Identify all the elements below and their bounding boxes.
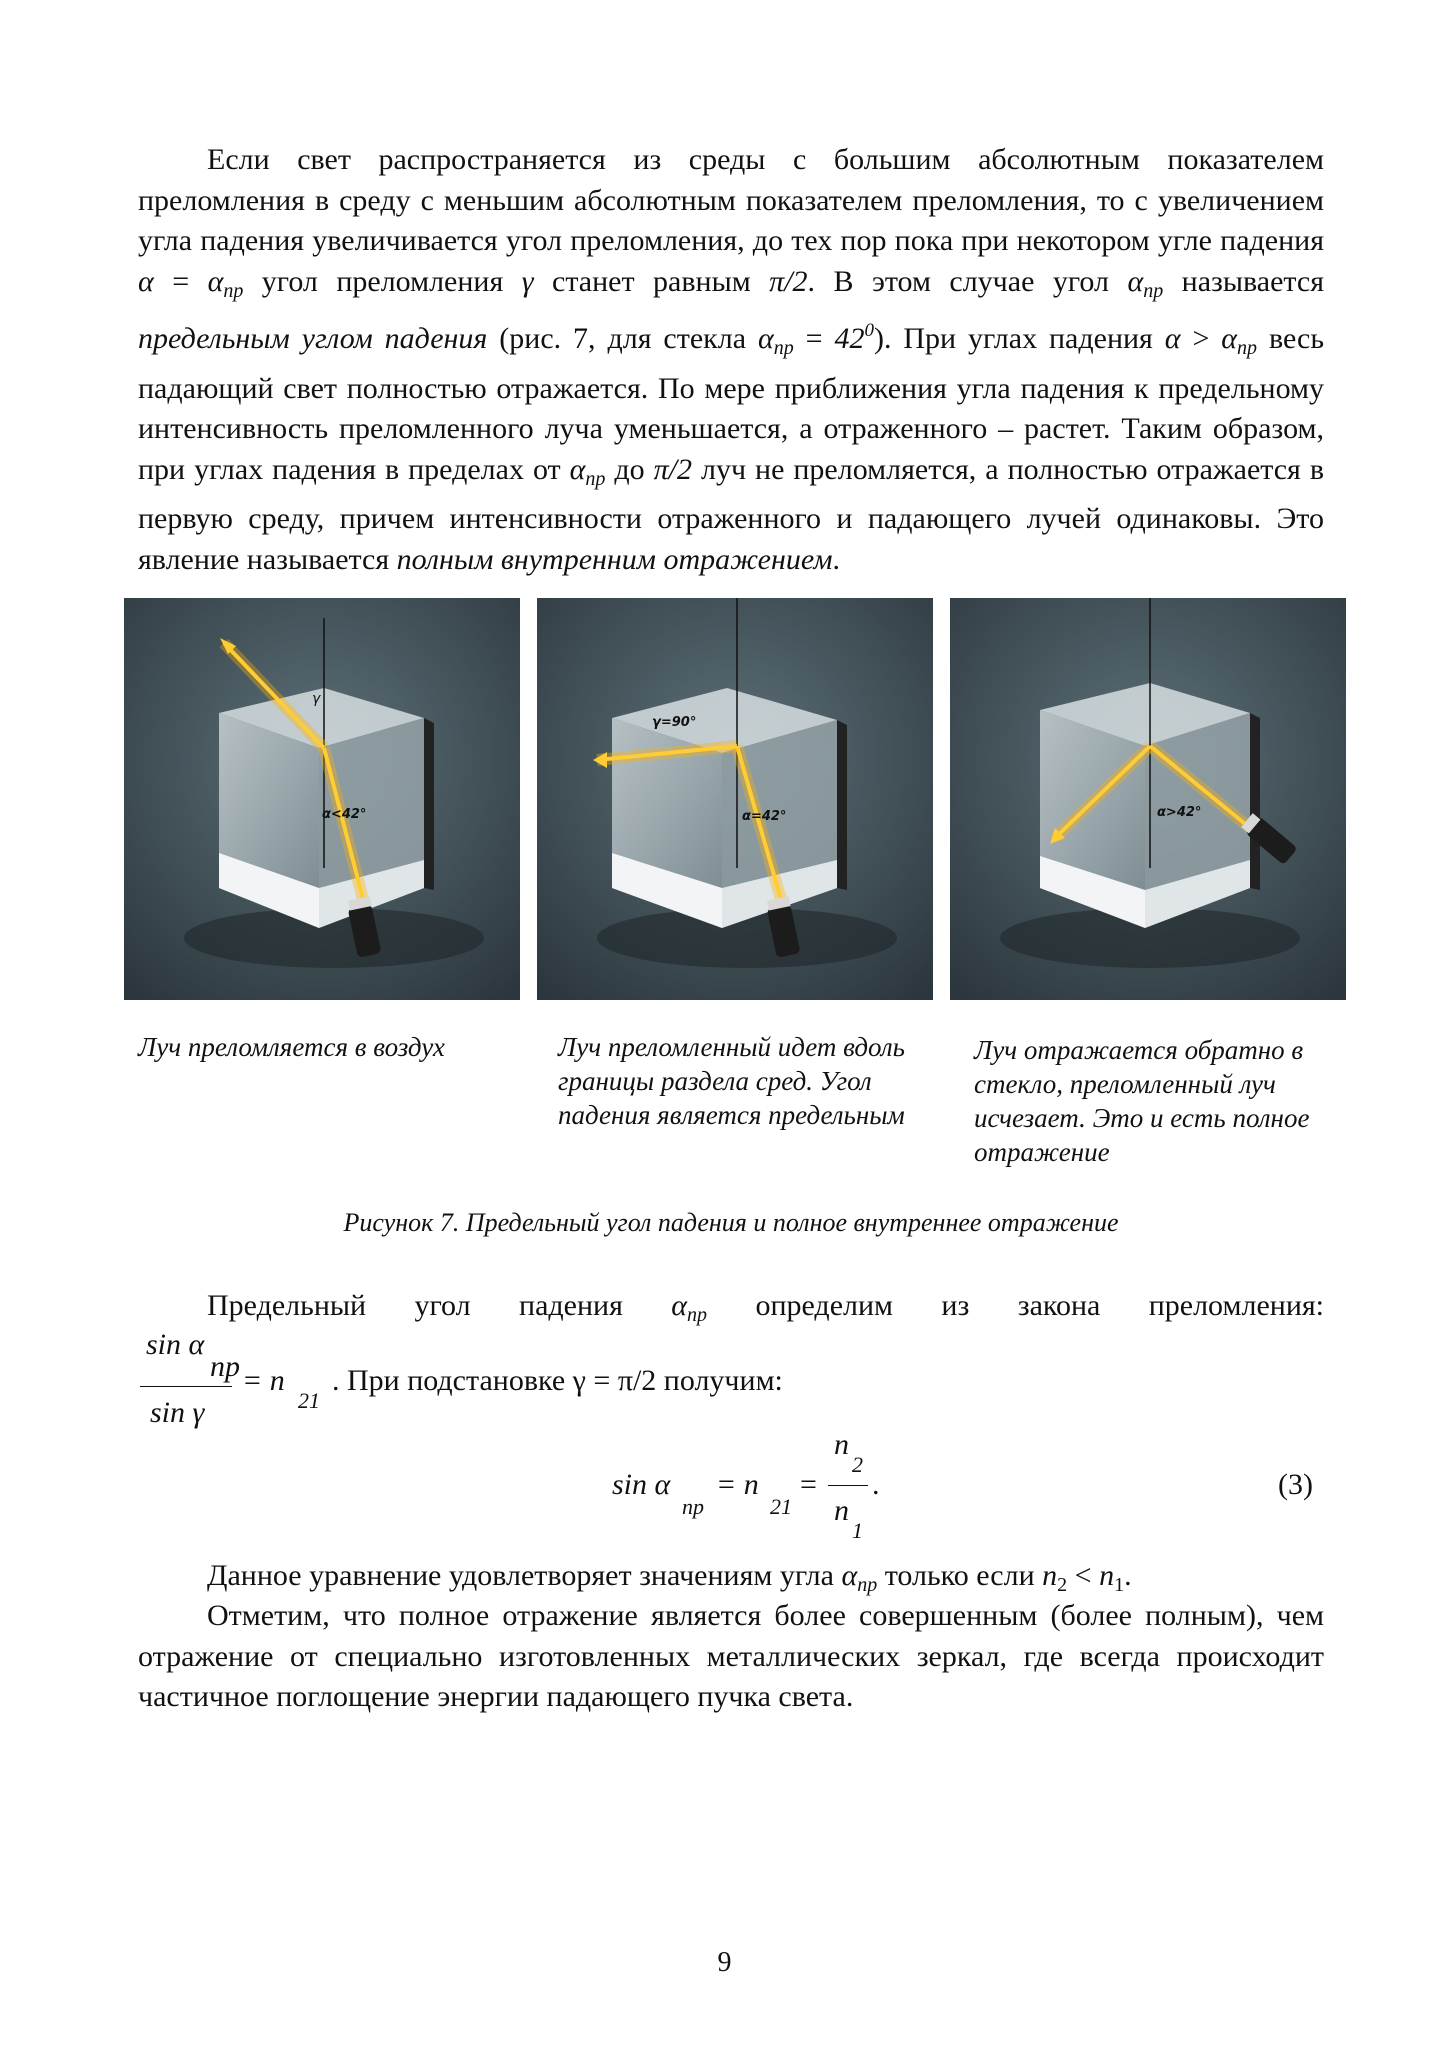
figure-panel-critical <box>537 598 933 1000</box>
paragraph-condition: Данное уравнение удовлетворяет значениям угла $\alpha_{пр}$ только если $n_2 < n_1$. <box>207 1559 1132 1596</box>
term-critical-angle: предельным углом падения <box>138 322 488 355</box>
paragraph-critical-angle: Предельный угол падения $\alpha_{пр}$ определим из закона преломления: <box>207 1289 1325 1326</box>
paragraph-comparison: Отметим, что полное отражение является более совершенным (более полным), чем отражение от специально изготовленных металлических зеркал, где всегда происходит частичное поглощение энергии падающего пучка света. <box>138 1599 1324 1713</box>
gamma-label: γ <box>312 691 321 707</box>
alpha-label: α<42° <box>322 807 367 822</box>
paragraph-total-reflection: Если свет распространяется из среды с большим абсолютным показателем преломления в среду с меньшим абсолютным показателем преломления, то с увеличением угла падения увеличивается угол преломления, до тех пор пока при некотором угле падения $\alpha = \alpha_{пр}$ угол преломления γ станет равным π/2. В этом случае угол $\alpha_{пр}$ называется предельным углом падения (рис. 7, для стекла $\alpha_{пр} = 42^0$). При углах падения $\alpha > \alpha_{пр}$ весь падающий свет полностью отражается. По мере приближения угла падения к предельному интенсивность преломленного луча уменьшается, а отраженного – растет. Таким образом, при углах падения в пределах от $\alpha_{пр}$ до π/2 луч не преломляется, а полностью отражается в первую среду, причем интенсивности отраженного и падающего лучей одинаковы. Это явление называется полным внутренним отражением. <box>138 143 1325 576</box>
page-number: 9 <box>717 1947 732 1978</box>
panel-caption-3: Луч отражается обратно в стекло, преломленный луч исчезает. Это и есть полное отражение <box>974 1035 1310 1167</box>
equation-number: (3) <box>1278 1468 1313 1501</box>
panel-caption-2: Луч преломленный идет вдоль границы раздела сред. Угол падения является предельным <box>558 1032 905 1130</box>
gamma-label: γ=90° <box>652 715 697 730</box>
figure-panel-total-reflection <box>950 598 1346 1000</box>
figure-caption: Рисунок 7. Предельный угол падения и полное внутреннее отражение <box>343 1208 1119 1237</box>
alpha-label: α=42° <box>742 809 787 824</box>
figure-panel-refraction <box>124 598 520 1000</box>
fraction-bar <box>828 1485 868 1486</box>
fraction-bar <box>140 1386 232 1387</box>
term-total-internal-reflection: полным внутренним отражением <box>396 542 833 576</box>
panel-caption-1: Луч преломляется в воздух <box>138 1032 445 1062</box>
alpha-label: α>42° <box>1157 805 1202 820</box>
